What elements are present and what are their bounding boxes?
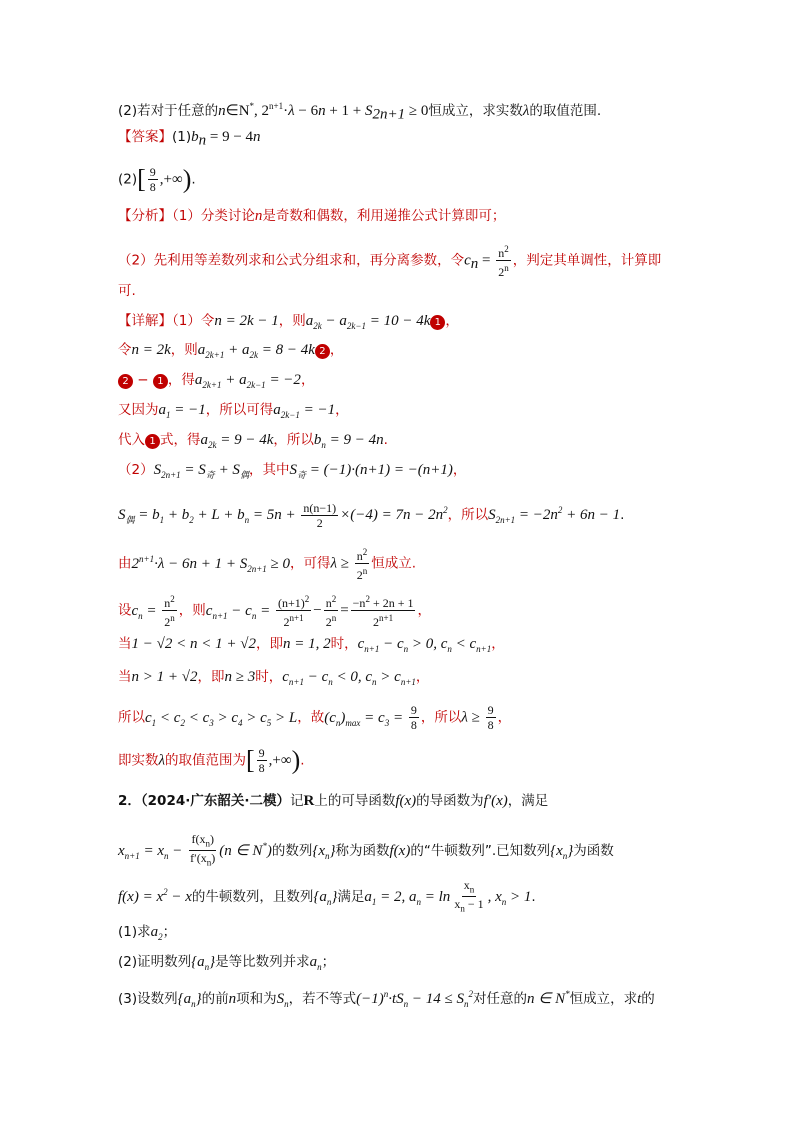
detail-line6: $(2)S_{2n+1} = S_奇 + S_偶$，其中$S_奇 = (-1)\cdot(n+1) = -(n+1)$， [118,462,467,480]
problem2-sub1: (1)求$a_2$； [118,924,177,942]
detail-line11: 当n > 1 + √2，即n ≥ 3时，$c_{n+1} - c_n < 0$, $c_n > c_{n+1}$， [118,669,430,687]
problem2-line1: 2．（2024·广东韶关·二模）记R上的可导函数f(x)的导函数为f′(x)，满足 [118,793,549,809]
analysis-line2: （2）先利用等差数列求和公式分组求和，再分离参数，令$c_n$ = $\frac{n^2}{2^n}$ ，判定其单调性，计算即 [118,244,662,279]
detail-line8: 由$2^{n+1}\cdot\lambda - 6n + 1 + S_{2n+1} \ge 0$，可得λ ≥ $\frac{n^2}{2^n}$ 恒成立. [118,547,417,582]
detail-line7: $S_偶 = b_1 + b_2 + L + b_n = 5n$ + $\frac{n(n-1)}{2}$ $\times(-4) = 7n - 2n^2$，所以$S_{2n+1} = -2n^2 + 6n - 1$. [118,500,625,530]
analysis-line3: 可. [118,283,136,299]
detail-line3: 2 − 1 ，得$a_{2k+1} + a_{2k-1} = -2$， [118,370,314,395]
detail-line4: 又因为$a_1 = -1$，所以可得$a_{2k-1} = -1$， [118,402,349,420]
detail-line13: 即实数λ的取值范围为[ $\frac{9}{8}$ ,+∞). [118,745,305,775]
detail-line10: 当1 − √2 < n < 1 + √2，即n = 1, 2时，$c_{n+1} - c_n > 0$, $c_n < c_{n+1}$， [118,636,505,654]
detail-line12: 所以$c_1 < c_2 < c_3 > c_4 > c_5 > L$，故$(c_n)_{max} = c_3$ = $\frac{9}{8}$ ，所以λ ≥ $\frac{9}{8}$ ， [118,703,512,732]
problem2-sub2: (2)证明数列$\{a_n\}$是等比数列并求$a_n$； [118,954,336,972]
detail-line1: 【详解】（1）令n = 2k − 1，则$a_{2k} - a_{2k-1} = 10 - 4k$ 1 ， [118,313,459,331]
detail-line5: 代入 1 式，得$a_{2k} = 9 - 4k$，所以$b_n = 9 - 4n$. [118,432,388,450]
answer-line: 【答案】$(1)b_n = 9 - 4n$ [118,129,261,149]
detail-line9: 设$c_n$ = $\frac{n^2}{2^n}$ ，则$c_{n+1} - c_n$ = $\frac{(n+1)^2}{2^{n+1}}$ − $\frac{n^2}{2^n}$ = $\frac{-n^2 + 2n + 1}{2^{n+1}}$ ， [118,594,431,629]
problem2-line2: $x_{n+1} = x_n$ − $\frac{f(x_n)}{f'(x_n)}$ (n ∈ N*)的数列$\{x_n\}$称为函数f(x)的“牛顿数列”.已知数列$\{x_n\}$为函数 [118,832,614,868]
analysis-line1: 【分析】（1）分类讨论n是奇数和偶数，利用递推公式计算即可； [118,208,506,224]
problem2-sub3: (3)设数列$\{a_n\}$的前n项和为$S_n$，若不等式$(-1)^n\cdot tS_n - 14 \le S_n^2$对任意的n ∈ N*恒成立，求t的 [118,989,655,1009]
detail-line2: 令n = 2k，则$a_{2k+1} + a_{2k} = 8 - 4k$ 2 ， [118,342,344,360]
q2-line: (2)若对于任意的n∈N*, $2^{n+1}\cdot\lambda - 6n + 1 + S_{2n+1} \ge 0$恒成立，求实数λ的取值范围. [118,101,602,123]
problem2-line3: $f(x) = x^2 - x$的牛顿数列，且数列$\{a_n\}$满足$a_1 = 2$, $a_n = \ln$ $\frac{x_n}{x_n - 1}$ , $x_n > 1$. [118,878,536,914]
answer-part2: (2)[ $\frac{9}{8}$ ,+∞). [118,164,196,194]
